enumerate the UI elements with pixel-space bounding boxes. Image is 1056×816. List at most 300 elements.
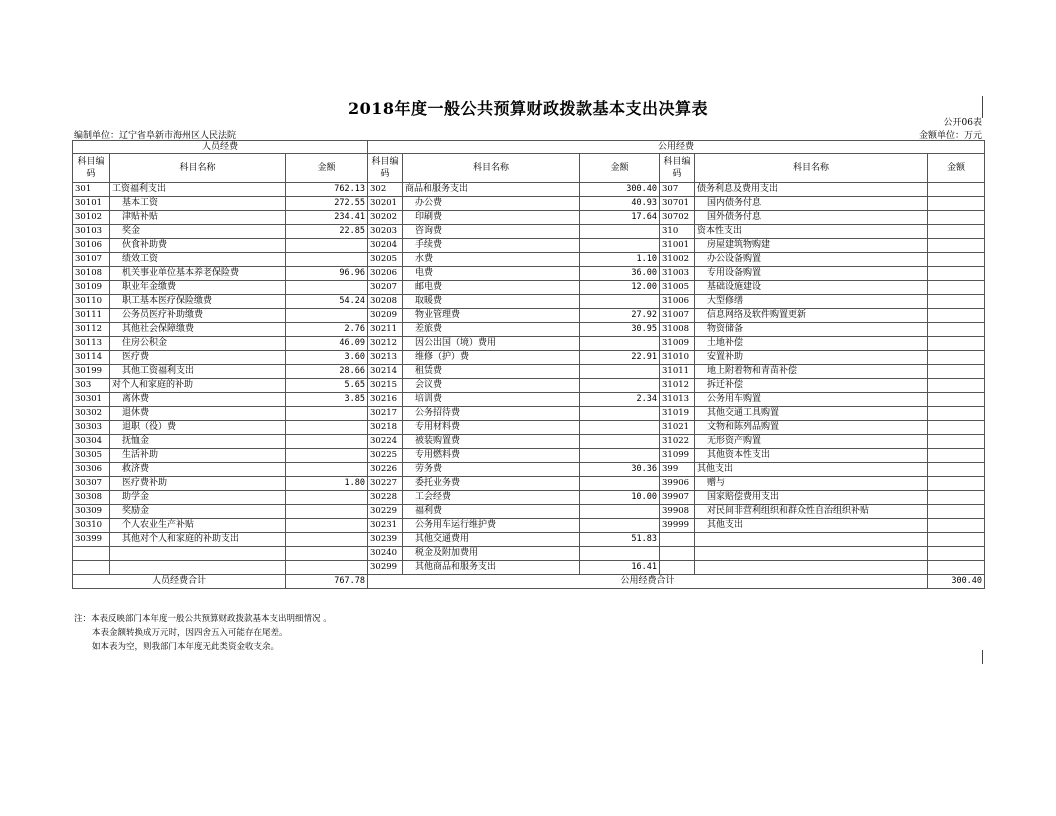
public-code: 31005 (660, 281, 695, 295)
public-code: 30240 (368, 547, 403, 561)
table-row (73, 351, 985, 365)
public-name: 印刷费 (403, 211, 580, 225)
personnel-name: 其他对个人和家庭的补助支出 (110, 533, 286, 547)
public-amount: 30.95 (580, 323, 660, 337)
personnel-name: 绩效工资 (110, 253, 286, 267)
public-amount (928, 421, 985, 435)
public-name: 被装购置费 (403, 435, 580, 449)
public-name: 地上附着物和青苗补偿 (695, 365, 928, 379)
personnel-amount: 46.09 (286, 337, 368, 351)
personnel-amount (286, 435, 368, 449)
personnel-code: 30113 (73, 337, 110, 351)
public-name: 办公费 (403, 197, 580, 211)
personnel-code: 30109 (73, 281, 110, 295)
personnel-total-label: 人员经费合计 (73, 575, 286, 589)
personnel-amount: 2.76 (286, 323, 368, 337)
public-name: 培训费 (403, 393, 580, 407)
personnel-name: 其他工资福利支出 (110, 365, 286, 379)
public-amount: 51.83 (580, 533, 660, 547)
personnel-code: 30399 (73, 533, 110, 547)
public-name: 水费 (403, 253, 580, 267)
public-name: 其他商品和服务支出 (403, 561, 580, 575)
personnel-amount (286, 239, 368, 253)
public-name: 房屋建筑物购建 (695, 239, 928, 253)
table-row (73, 197, 985, 211)
public-name: 因公出国（境）费用 (403, 337, 580, 351)
footnote-1: 注：本表反映部门本年度一般公共预算财政拨款基本支出明细情况 。 (74, 614, 332, 624)
table-row (73, 435, 985, 449)
personnel-name: 对个人和家庭的补助 (110, 379, 286, 393)
public-code: 30224 (368, 435, 403, 449)
page-title: 2018年度一般公共预算财政拨款基本支出决算表 (347, 99, 709, 118)
public-amount (580, 407, 660, 421)
table-row (73, 239, 985, 253)
personnel-name: 公务员医疗补助缴费 (110, 309, 286, 323)
personnel-name: 医疗费补助 (110, 477, 286, 491)
public-code: 30206 (368, 267, 403, 281)
table-row (73, 407, 985, 421)
public-code: 31022 (660, 435, 695, 449)
public-code: 30702 (660, 211, 695, 225)
table-row (73, 225, 985, 239)
public-name: 其他资本性支出 (695, 449, 928, 463)
personnel-name: 职业年金缴费 (110, 281, 286, 295)
amount-unit: 金额单位：万元 (918, 131, 982, 141)
public-amount (928, 351, 985, 365)
col-name-header: 科目名称 (695, 154, 928, 183)
personnel-amount (286, 407, 368, 421)
public-code: 30216 (368, 393, 403, 407)
public-code: 30228 (368, 491, 403, 505)
public-amount: 12.00 (580, 281, 660, 295)
public-total-value: 300.40 (928, 575, 985, 589)
col-code-header: 科目编码 (368, 154, 403, 183)
public-name: 取暖费 (403, 295, 580, 309)
public-code: 30239 (368, 533, 403, 547)
public-amount: 30.36 (580, 463, 660, 477)
public-name: 商品和服务支出 (403, 183, 580, 197)
public-amount: 2.34 (580, 393, 660, 407)
public-code: 30212 (368, 337, 403, 351)
public-name: 维修（护）费 (403, 351, 580, 365)
personnel-amount: 1.80 (286, 477, 368, 491)
public-code: 30207 (368, 281, 403, 295)
totals-row (73, 575, 985, 589)
personnel-amount (286, 253, 368, 267)
public-name: 邮电费 (403, 281, 580, 295)
personnel-amount (286, 309, 368, 323)
col-code-header: 科目编码 (73, 154, 110, 183)
personnel-name: 奖金 (110, 225, 286, 239)
public-name: 大型修缮 (695, 295, 928, 309)
table-row (73, 337, 985, 351)
public-name: 物资储备 (695, 323, 928, 337)
personnel-code: 30310 (73, 519, 110, 533)
expenditure-table (72, 140, 985, 589)
personnel-name (110, 561, 286, 575)
public-amount (928, 211, 985, 225)
personnel-name: 救济费 (110, 463, 286, 477)
public-code: 30217 (368, 407, 403, 421)
public-code: 31002 (660, 253, 695, 267)
public-code: 30214 (368, 365, 403, 379)
personnel-code: 30108 (73, 267, 110, 281)
public-name: 税金及附加费用 (403, 547, 580, 561)
table-row (73, 253, 985, 267)
public-code: 30213 (368, 351, 403, 365)
col-amount-header: 金额 (286, 154, 368, 183)
public-name: 债务利息及费用支出 (695, 183, 928, 197)
table-row (73, 449, 985, 463)
public-code: 30202 (368, 211, 403, 225)
public-code: 31009 (660, 337, 695, 351)
public-amount (928, 281, 985, 295)
public-amount (580, 225, 660, 239)
public-amount (580, 519, 660, 533)
public-code: 31003 (660, 267, 695, 281)
public-amount: 17.64 (580, 211, 660, 225)
personnel-code: 30309 (73, 505, 110, 519)
table-row (73, 561, 985, 575)
personnel-code: 30102 (73, 211, 110, 225)
public-code: 30299 (368, 561, 403, 575)
public-name (695, 561, 928, 575)
public-amount: 16.41 (580, 561, 660, 575)
personnel-name: 津贴补贴 (110, 211, 286, 225)
table-row (73, 323, 985, 337)
public-amount (928, 561, 985, 575)
public-amount: 22.91 (580, 351, 660, 365)
table-row (73, 421, 985, 435)
public-name: 公务招待费 (403, 407, 580, 421)
public-code: 30225 (368, 449, 403, 463)
public-total-label: 公用经费合计 (368, 575, 928, 589)
table-row (73, 519, 985, 533)
public-amount (928, 267, 985, 281)
public-amount (928, 505, 985, 519)
public-code (660, 533, 695, 547)
public-code: 30208 (368, 295, 403, 309)
personnel-code: 303 (73, 379, 110, 393)
public-amount (580, 379, 660, 393)
public-code: 31006 (660, 295, 695, 309)
public-name: 差旅费 (403, 323, 580, 337)
personnel-amount: 3.60 (286, 351, 368, 365)
public-name: 电费 (403, 267, 580, 281)
header-group-row (73, 141, 985, 154)
public-code: 30204 (368, 239, 403, 253)
public-name: 其他支出 (695, 519, 928, 533)
public-code: 30209 (368, 309, 403, 323)
personnel-total-value: 767.78 (286, 575, 368, 589)
personnel-code: 30106 (73, 239, 110, 253)
public-code: 30229 (368, 505, 403, 519)
personnel-code: 30306 (73, 463, 110, 477)
public-amount: 10.00 (580, 491, 660, 505)
personnel-amount: 96.96 (286, 267, 368, 281)
public-code: 39999 (660, 519, 695, 533)
public-name: 资本性支出 (695, 225, 928, 239)
public-name: 拆迁补偿 (695, 379, 928, 393)
public-amount (928, 533, 985, 547)
personnel-group-header: 人员经费 (73, 141, 368, 154)
page-edge-line-bottom (982, 650, 983, 664)
public-name: 公务用车运行维护费 (403, 519, 580, 533)
table-row (73, 547, 985, 561)
public-code: 31099 (660, 449, 695, 463)
personnel-code: 30112 (73, 323, 110, 337)
table-row (73, 211, 985, 225)
personnel-amount (286, 505, 368, 519)
personnel-name: 基本工资 (110, 197, 286, 211)
public-code: 31021 (660, 421, 695, 435)
public-amount: 1.10 (580, 253, 660, 267)
personnel-code: 30199 (73, 365, 110, 379)
public-amount: 300.40 (580, 183, 660, 197)
personnel-amount: 762.13 (286, 183, 368, 197)
personnel-name: 伙食补助费 (110, 239, 286, 253)
public-name: 租赁费 (403, 365, 580, 379)
personnel-amount (286, 449, 368, 463)
public-code: 30203 (368, 225, 403, 239)
form-code: 公开06表 (943, 118, 982, 128)
personnel-name: 奖励金 (110, 505, 286, 519)
public-name: 其他交通工具购置 (695, 407, 928, 421)
public-name: 信息网络及软件购置更新 (695, 309, 928, 323)
public-code: 30218 (368, 421, 403, 435)
public-code: 302 (368, 183, 403, 197)
personnel-amount (286, 281, 368, 295)
public-code (660, 561, 695, 575)
public-amount (928, 379, 985, 393)
compiling-unit: 编制单位：辽宁省阜新市海州区人民法院 (74, 131, 237, 141)
public-code (660, 547, 695, 561)
public-amount (580, 421, 660, 435)
personnel-code: 30101 (73, 197, 110, 211)
public-name: 文物和陈列品购置 (695, 421, 928, 435)
public-name: 安置补助 (695, 351, 928, 365)
public-amount (928, 393, 985, 407)
footnote-2: 本表金额转换成万元时，因四舍五入可能存在尾差。 (92, 628, 288, 638)
public-amount (580, 547, 660, 561)
table-row (73, 309, 985, 323)
public-amount (928, 323, 985, 337)
public-amount (928, 225, 985, 239)
personnel-code: 30111 (73, 309, 110, 323)
public-name: 国外债务付息 (695, 211, 928, 225)
public-amount (580, 435, 660, 449)
personnel-name: 工资福利支出 (110, 183, 286, 197)
personnel-code: 30301 (73, 393, 110, 407)
public-amount (928, 183, 985, 197)
public-amount (580, 449, 660, 463)
col-amount-header: 金额 (580, 154, 660, 183)
public-name: 专用设备购置 (695, 267, 928, 281)
table-row (73, 505, 985, 519)
public-code: 31008 (660, 323, 695, 337)
public-code: 31001 (660, 239, 695, 253)
public-code: 30226 (368, 463, 403, 477)
personnel-name: 生活补助 (110, 449, 286, 463)
public-amount (928, 337, 985, 351)
personnel-code (73, 547, 110, 561)
public-name: 工会经费 (403, 491, 580, 505)
table-row (73, 533, 985, 547)
personnel-amount: 22.85 (286, 225, 368, 239)
public-code: 39908 (660, 505, 695, 519)
public-name: 专用燃料费 (403, 449, 580, 463)
personnel-code: 30114 (73, 351, 110, 365)
personnel-amount (286, 533, 368, 547)
public-code: 31007 (660, 309, 695, 323)
personnel-code: 301 (73, 183, 110, 197)
footnote-3: 如本表为空，则我部门本年度无此类资金收支余。 (92, 642, 280, 652)
public-code: 399 (660, 463, 695, 477)
public-name: 手续费 (403, 239, 580, 253)
personnel-code: 30305 (73, 449, 110, 463)
public-name: 无形资产购置 (695, 435, 928, 449)
public-code: 310 (660, 225, 695, 239)
personnel-name: 其他社会保障缴费 (110, 323, 286, 337)
public-amount (928, 491, 985, 505)
personnel-name: 机关事业单位基本养老保险费 (110, 267, 286, 281)
table-row (73, 281, 985, 295)
public-amount (928, 295, 985, 309)
personnel-amount (286, 519, 368, 533)
table-row (73, 267, 985, 281)
personnel-code: 30302 (73, 407, 110, 421)
public-amount (580, 337, 660, 351)
personnel-name: 离休费 (110, 393, 286, 407)
public-code: 39907 (660, 491, 695, 505)
public-amount (928, 197, 985, 211)
personnel-amount: 28.66 (286, 365, 368, 379)
personnel-name: 医疗费 (110, 351, 286, 365)
table-row (73, 295, 985, 309)
personnel-amount: 272.55 (286, 197, 368, 211)
public-name: 劳务费 (403, 463, 580, 477)
table-row (73, 379, 985, 393)
public-name: 委托业务费 (403, 477, 580, 491)
public-amount (928, 435, 985, 449)
public-name: 国家赔偿费用支出 (695, 491, 928, 505)
personnel-amount: 234.41 (286, 211, 368, 225)
public-amount (580, 365, 660, 379)
col-name-header: 科目名称 (110, 154, 286, 183)
public-name: 物业管理费 (403, 309, 580, 323)
public-amount (928, 365, 985, 379)
public-amount (928, 309, 985, 323)
public-amount (928, 449, 985, 463)
public-code: 307 (660, 183, 695, 197)
personnel-amount (286, 547, 368, 561)
public-name: 办公设备购置 (695, 253, 928, 267)
personnel-amount: 3.85 (286, 393, 368, 407)
public-amount (928, 463, 985, 477)
public-name (695, 547, 928, 561)
col-code-header: 科目编码 (660, 154, 695, 183)
public-name: 其他交通费用 (403, 533, 580, 547)
personnel-name: 助学金 (110, 491, 286, 505)
col-amount-header: 金额 (928, 154, 985, 183)
public-code: 31019 (660, 407, 695, 421)
table-row (73, 393, 985, 407)
public-group-header: 公用经费 (368, 141, 985, 154)
public-name: 对民间非营利组织和群众性自治组织补贴 (695, 505, 928, 519)
public-amount (928, 519, 985, 533)
personnel-amount: 5.65 (286, 379, 368, 393)
header-column-row (73, 154, 985, 183)
col-name-header: 科目名称 (403, 154, 580, 183)
table-row (73, 365, 985, 379)
public-name: 其他支出 (695, 463, 928, 477)
public-code: 31010 (660, 351, 695, 365)
table-row (73, 491, 985, 505)
table-row (73, 463, 985, 477)
personnel-name (110, 547, 286, 561)
public-name (695, 533, 928, 547)
personnel-code (73, 561, 110, 575)
public-amount: 27.92 (580, 309, 660, 323)
public-amount (580, 505, 660, 519)
public-amount (928, 407, 985, 421)
personnel-name: 职工基本医疗保险缴费 (110, 295, 286, 309)
personnel-amount (286, 421, 368, 435)
public-code: 31011 (660, 365, 695, 379)
personnel-code: 30103 (73, 225, 110, 239)
personnel-name: 住房公积金 (110, 337, 286, 351)
public-name: 国内债务付息 (695, 197, 928, 211)
personnel-code: 30308 (73, 491, 110, 505)
footnotes (74, 612, 332, 654)
public-amount (580, 295, 660, 309)
public-code: 30205 (368, 253, 403, 267)
public-name: 会议费 (403, 379, 580, 393)
public-code: 30701 (660, 197, 695, 211)
public-amount (580, 239, 660, 253)
personnel-code: 30304 (73, 435, 110, 449)
personnel-amount: 54.24 (286, 295, 368, 309)
public-code: 30201 (368, 197, 403, 211)
public-amount (928, 239, 985, 253)
public-code: 30227 (368, 477, 403, 491)
personnel-code: 30303 (73, 421, 110, 435)
public-name: 专用材料费 (403, 421, 580, 435)
public-name: 福利费 (403, 505, 580, 519)
personnel-name: 退职（役）费 (110, 421, 286, 435)
public-name: 公务用车购置 (695, 393, 928, 407)
public-amount (928, 253, 985, 267)
personnel-code: 30307 (73, 477, 110, 491)
public-amount (580, 477, 660, 491)
public-code: 31013 (660, 393, 695, 407)
public-code: 30215 (368, 379, 403, 393)
public-code: 31012 (660, 379, 695, 393)
personnel-amount (286, 463, 368, 477)
personnel-name: 抚恤金 (110, 435, 286, 449)
public-name: 基础设施建设 (695, 281, 928, 295)
public-name: 咨询费 (403, 225, 580, 239)
personnel-amount (286, 561, 368, 575)
public-amount (928, 477, 985, 491)
personnel-code: 30107 (73, 253, 110, 267)
personnel-name: 个人农业生产补贴 (110, 519, 286, 533)
table-row (73, 183, 985, 197)
public-amount: 40.93 (580, 197, 660, 211)
public-name: 赠与 (695, 477, 928, 491)
public-amount (928, 547, 985, 561)
public-name: 土地补偿 (695, 337, 928, 351)
